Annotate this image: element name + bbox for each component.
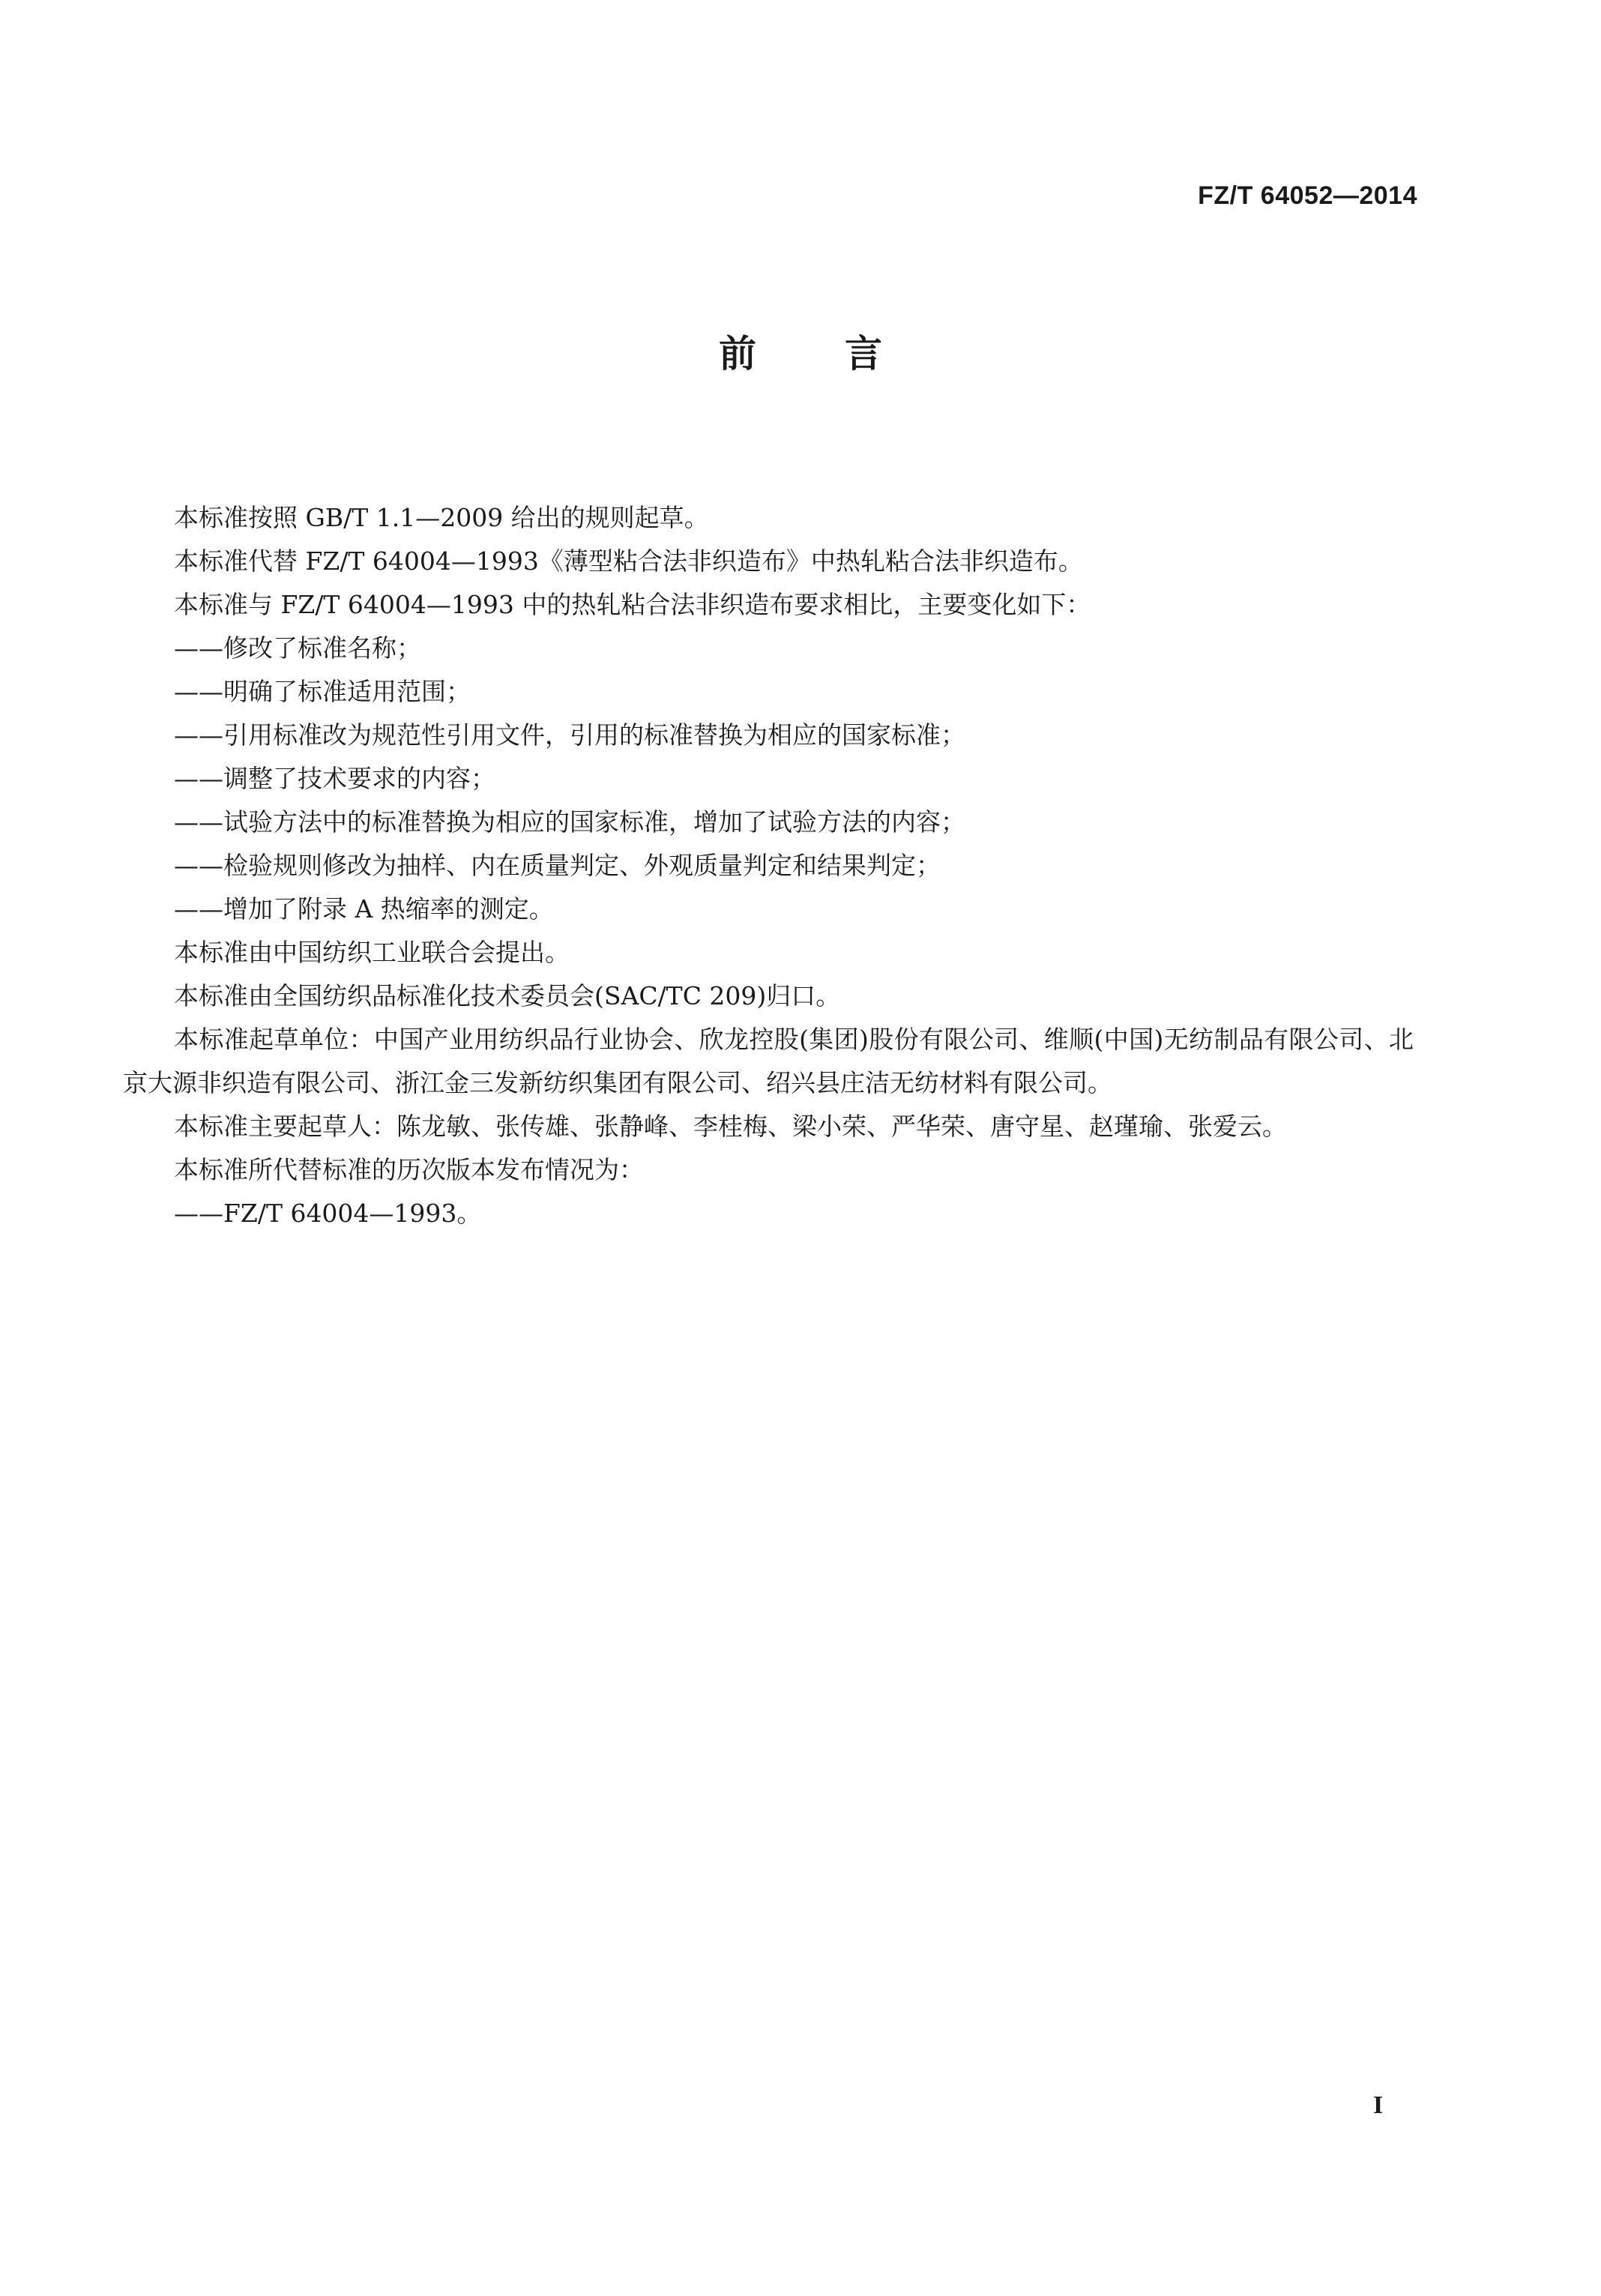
paragraph: 本标准代替 FZ/T 64004—1993《薄型粘合法非织造布》中热轧粘合法非织造布。 — [174, 546, 1083, 576]
paragraph: 本标准与 FZ/T 64004—1993 中的热轧粘合法非织造布要求相比，主要变化如下： — [174, 590, 1091, 619]
page-number: I — [1373, 2091, 1384, 2119]
paragraph: 本标准主要起草人：陈龙敏、张传雄、张静峰、李桂梅、梁小荣、严华荣、唐守星、赵瑾瑜、张爱云。 — [174, 1112, 1287, 1141]
list-item: ——明确了标准适用范围； — [174, 677, 471, 706]
list-item: ——调整了技术要求的内容； — [174, 764, 495, 793]
paragraph: 本标准起草单位：中国产业用纺织品行业协会、欣龙控股(集团)股份有限公司、维顺(中国)无纺制品有限公司、北京大源非织造有限公司、浙江金三发新纺织集团有限公司、绍兴县庄洁无纺材料有限公司。 — [123, 1025, 1414, 1097]
foreword-body — [123, 496, 1414, 1235]
list-item: ——增加了附录 A 热缩率的测定。 — [174, 894, 554, 923]
list-item: ——试验方法中的标准替换为相应的国家标准，增加了试验方法的内容； — [174, 807, 965, 837]
paragraph: 本标准所代替标准的历次版本发布情况为： — [174, 1155, 644, 1184]
paragraph: 本标准由中国纺织工业联合会提出。 — [174, 938, 570, 967]
list-item: ——检验规则修改为抽样、内在质量判定、外观质量判定和结果判定； — [174, 851, 941, 880]
list-item: ——引用标准改为规范性引用文件，引用的标准替换为相应的国家标准； — [174, 720, 965, 750]
list-item: ——修改了标准名称； — [174, 633, 421, 663]
standard-code: FZ/T 64052—2014 — [1198, 181, 1417, 210]
paragraph: 本标准由全国纺织品标准化技术委员会(SAC/TC 209)归口。 — [174, 981, 841, 1010]
page-title: 前言 — [719, 332, 971, 376]
list-item: ——FZ/T 64004—1993。 — [174, 1199, 482, 1228]
paragraph: 本标准按照 GB/T 1.1—2009 给出的规则起草。 — [174, 503, 709, 532]
